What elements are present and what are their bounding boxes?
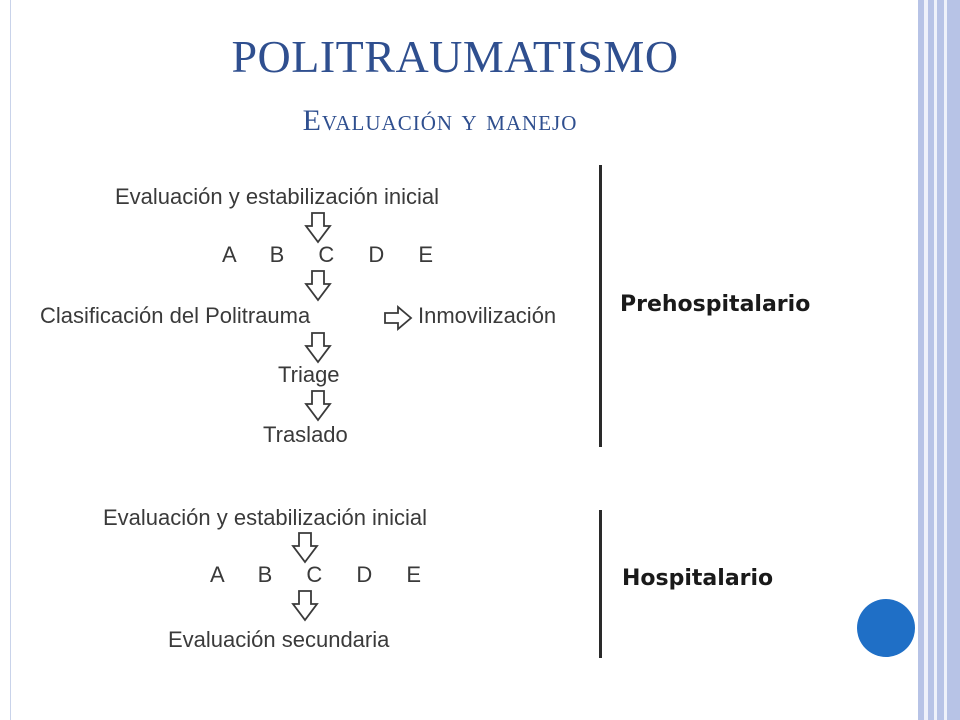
hospital-secondary-evaluation: Evaluación secundaria [168,627,390,652]
frame-stripe [944,0,947,720]
hospital-phase-label: Hospitalario [622,566,774,591]
prehospital-classification: Clasificación del Politrauma [40,303,311,328]
frame-stripe [934,0,937,720]
prehospital-immobilization: Inmovilización [418,303,557,328]
down-arrow-icon [305,332,331,364]
frame-stripe [924,0,928,720]
prehospital-abcde: A B C D E [222,242,448,267]
down-arrow-icon [305,270,331,302]
decorative-blue-circle [857,599,915,657]
slide-subtitle: Evaluación y manejo [302,104,578,137]
hospital-divider-line [599,510,602,658]
right-frame-border [918,0,960,720]
prehospital-step-initial-evaluation: Evaluación y estabilización inicial [115,184,440,209]
down-arrow-icon [292,590,318,622]
prehospital-divider-line [599,165,602,447]
slide-title: POLITRAUMATISMO [231,31,679,82]
down-arrow-icon [305,212,331,244]
down-arrow-icon [305,390,331,422]
hospital-abcde: A B C D E [210,562,436,587]
right-arrow-icon [384,306,412,330]
down-arrow-icon [292,532,318,564]
prehospital-transfer: Traslado [263,422,348,447]
hospital-step-initial-evaluation: Evaluación y estabilización inicial [103,505,428,530]
prehospital-triage: Triage [278,362,340,387]
prehospital-phase-label: Prehospitalario [620,292,811,317]
